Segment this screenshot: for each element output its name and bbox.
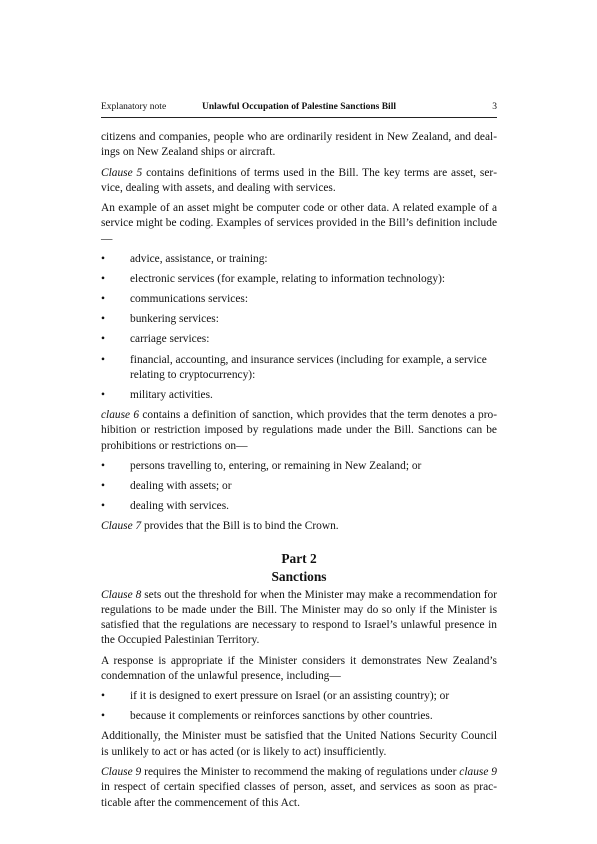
header-section-label: Explanatory note — [101, 102, 167, 112]
clause-ref: Clause 7 — [101, 520, 142, 533]
list-item: • advice, assistance, or training: — [101, 252, 497, 267]
header-rule — [101, 117, 497, 118]
bullet-marker: • — [101, 293, 105, 306]
list-item: • dealing with assets; or — [101, 479, 497, 494]
list-item: • dealing with services. — [101, 499, 497, 514]
bullet-marker: • — [101, 273, 105, 286]
response-list — [101, 689, 497, 724]
bullet-marker: • — [101, 388, 105, 401]
list-item: • electronic services (for example, relating to information technology): — [101, 272, 497, 287]
bullet-marker: • — [101, 353, 105, 366]
bullet-marker: • — [101, 690, 105, 703]
paragraph-response: A response is appropriate if the Minister considers it demonstrates New Zealand’s condemnation of the unlawful presence, including— — [101, 654, 497, 682]
paragraph-text: sets out the threshold for when the Minister may make a recommendation for regulations to be made under the Bill. The Minister may do so only if the Minister is satisfied that the regulations are necessary to respond to Israel’s unlawful presence in the Occupied Palestinian Territory. — [101, 588, 497, 647]
page-number: 3 — [492, 102, 497, 112]
clause-ref: Clause 5 — [101, 166, 143, 179]
paragraph-clause-6 — [101, 408, 497, 454]
paragraph-clause-9 — [101, 765, 497, 811]
paragraph-citizens: citizens and companies, people who are ordinarily resident in New Zealand, and dealings on New Zealand ships or aircraft. — [101, 131, 497, 159]
paragraph-text: in respect of certain specified classes of person, asset, and services as soon as practicable after the commencement of this Act. — [101, 781, 497, 809]
header-bill-title: Unlawful Occupation of Palestine Sanctions Bill — [202, 102, 396, 112]
list-item: • financial, accounting, and insurance services (including for example, a service relating to cryptocurrency): — [101, 353, 487, 381]
list-item: • persons travelling to, entering, or remaining in New Zealand; or — [101, 459, 497, 474]
list-item: • communications services: — [101, 292, 497, 307]
paragraph-text: contains a definition of sanction, which provides that the term denotes a prohibition or restriction imposed by regulations made under the Bill. Sanctions can be prohibitions or restrictions on— — [101, 409, 497, 452]
clause-ref: clause 6 — [101, 409, 140, 422]
clause-ref: Clause 9 — [101, 766, 142, 779]
document-body — [101, 130, 497, 816]
list-item: • carriage services: — [101, 332, 497, 347]
clause-ref: Clause 8 — [101, 588, 142, 601]
part-number-heading: Part 2 — [281, 550, 317, 566]
bullet-marker: • — [101, 480, 105, 493]
list-item: • military activities. — [101, 388, 497, 403]
running-header — [101, 100, 497, 114]
list-item: • because it complements or reinforces sanctions by other countries. — [101, 709, 497, 724]
sanctions-list — [101, 459, 497, 514]
bullet-marker: • — [101, 333, 105, 346]
bullet-marker: • — [101, 459, 105, 472]
paragraph-text: requires the Minister to recommend the making of regulations under — [141, 766, 460, 779]
list-item: • if it is designed to exert pressure on Israel (or an assisting country); or — [101, 689, 497, 704]
part-title-heading: Sanctions — [271, 568, 327, 584]
paragraph-text: provides that the Bill is to bind the Crown. — [141, 520, 339, 533]
services-list — [101, 252, 497, 403]
paragraph-security-council: Additionally, the Minister must be satisfied that the United Nations Security Council is unlikely to act or has acted (or is likely to act) insufficiently. — [101, 730, 497, 758]
paragraph-text: contains definitions of terms used in the Bill. The key terms are asset, service, dealing with assets, and dealing with services. — [101, 166, 497, 194]
bullet-marker: • — [101, 253, 105, 266]
paragraph-asset-example: An example of an asset might be computer code or other data. A related example of a service might be coding. Examples of services provided in the Bill’s definition include— — [101, 202, 497, 245]
clause-ref: clause 9 — [459, 766, 497, 779]
bullet-marker: • — [101, 710, 105, 723]
paragraph-clause-7 — [101, 519, 497, 534]
list-item: • bunkering services: — [101, 312, 497, 327]
bullet-marker: • — [101, 313, 105, 326]
bullet-marker: • — [101, 500, 105, 513]
paragraph-clause-5 — [101, 166, 497, 197]
paragraph-clause-8 — [101, 588, 497, 649]
